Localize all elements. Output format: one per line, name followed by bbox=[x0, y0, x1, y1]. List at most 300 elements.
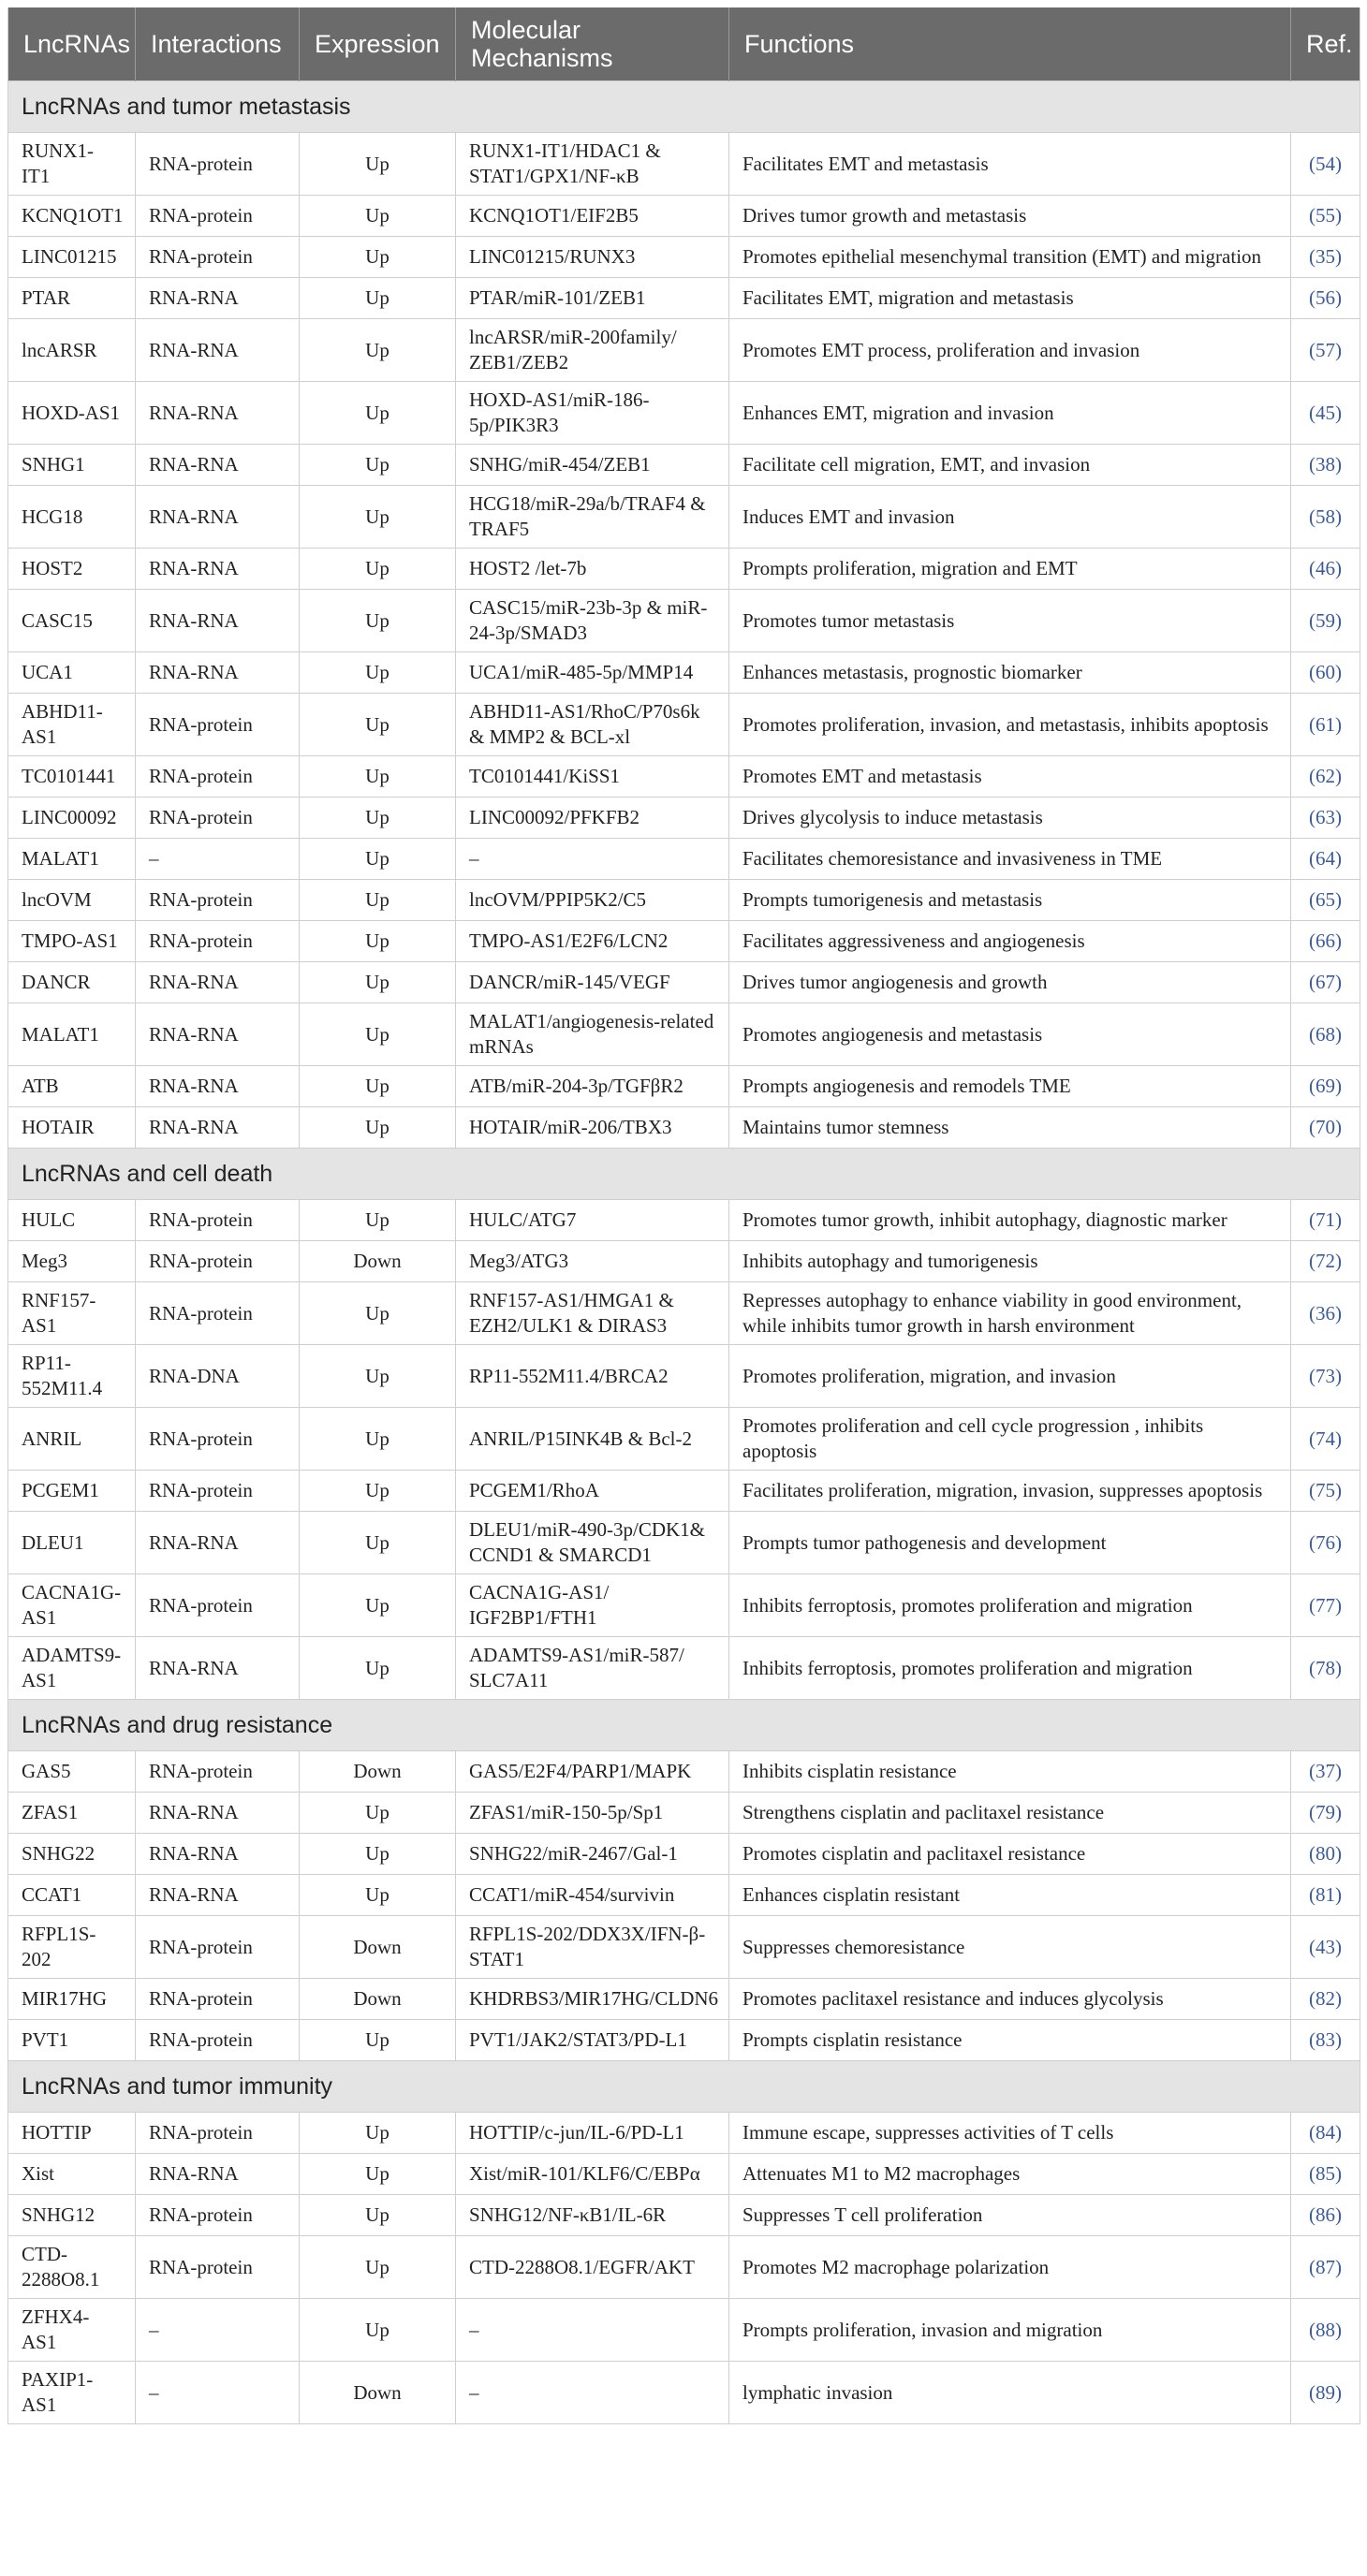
cell-mechanism: HCG18/miR-29a/b/TRAF4 & TRAF5 bbox=[456, 486, 729, 549]
table-row bbox=[8, 1512, 1360, 1574]
cell-lncrna: HOTTIP bbox=[8, 2113, 136, 2154]
cell-function: Enhances cisplatin resistant bbox=[729, 1875, 1291, 1916]
cell-interaction: RNA-protein bbox=[136, 1408, 300, 1471]
cell-function: Promotes proliferation and cell cycle progression , inhibits apoptosis bbox=[729, 1408, 1291, 1471]
cell-lncrna: ZFHX4-AS1 bbox=[8, 2299, 136, 2362]
cell-interaction: RNA-protein bbox=[136, 1282, 300, 1345]
cell-function: Inhibits cisplatin resistance bbox=[729, 1751, 1291, 1793]
cell-mechanism: ATB/miR-204-3p/TGFβR2 bbox=[456, 1066, 729, 1107]
cell-lncrna: ZFAS1 bbox=[8, 1793, 136, 1834]
cell-interaction: RNA-RNA bbox=[136, 1834, 300, 1875]
cell-lncrna: CACNA1G-AS1 bbox=[8, 1574, 136, 1637]
table-row bbox=[8, 1751, 1360, 1793]
cell-mechanism: LINC00092/PFKFB2 bbox=[456, 798, 729, 839]
cell-function: Promotes paclitaxel resistance and induces glycolysis bbox=[729, 1979, 1291, 2020]
cell-function: Inhibits autophagy and tumorigenesis bbox=[729, 1241, 1291, 1282]
cell-ref[interactable]: (72) bbox=[1291, 1241, 1360, 1282]
cell-function: Promotes tumor metastasis bbox=[729, 590, 1291, 652]
cell-lncrna: Meg3 bbox=[8, 1241, 136, 1282]
table-row bbox=[8, 1066, 1360, 1107]
cell-expression: Up bbox=[300, 319, 456, 382]
cell-expression: Up bbox=[300, 2020, 456, 2061]
cell-interaction: RNA-protein bbox=[136, 196, 300, 237]
cell-expression: Down bbox=[300, 2362, 456, 2424]
cell-lncrna: TC0101441 bbox=[8, 756, 136, 798]
cell-expression: Up bbox=[300, 1345, 456, 1408]
cell-expression: Up bbox=[300, 921, 456, 962]
col-header-expression: Expression bbox=[300, 7, 456, 81]
cell-interaction: RNA-protein bbox=[136, 1916, 300, 1979]
table-row bbox=[8, 2195, 1360, 2236]
table-row bbox=[8, 549, 1360, 590]
cell-function: Inhibits ferroptosis, promotes proliferation and migration bbox=[729, 1574, 1291, 1637]
cell-ref[interactable]: (73) bbox=[1291, 1345, 1360, 1408]
cell-ref[interactable]: (64) bbox=[1291, 839, 1360, 880]
table-row bbox=[8, 445, 1360, 486]
cell-lncrna: PTAR bbox=[8, 278, 136, 319]
cell-interaction: RNA-RNA bbox=[136, 1003, 300, 1066]
cell-mechanism: lncOVM/PPIP5K2/C5 bbox=[456, 880, 729, 921]
cell-interaction: RNA-protein bbox=[136, 880, 300, 921]
section-row bbox=[8, 1700, 1360, 1751]
cell-interaction: RNA-RNA bbox=[136, 382, 300, 445]
cell-ref[interactable]: (58) bbox=[1291, 486, 1360, 549]
table-row bbox=[8, 1875, 1360, 1916]
cell-lncrna: ATB bbox=[8, 1066, 136, 1107]
cell-function: Drives tumor growth and metastasis bbox=[729, 196, 1291, 237]
table-row bbox=[8, 1471, 1360, 1512]
cell-mechanism: DANCR/miR-145/VEGF bbox=[456, 962, 729, 1003]
table-row bbox=[8, 1003, 1360, 1066]
cell-lncrna: lncOVM bbox=[8, 880, 136, 921]
cell-mechanism: ADAMTS9-AS1/miR-587/ SLC7A11 bbox=[456, 1637, 729, 1700]
table-row bbox=[8, 1979, 1360, 2020]
cell-interaction: – bbox=[136, 839, 300, 880]
cell-ref[interactable]: (84) bbox=[1291, 2113, 1360, 2154]
cell-expression: Up bbox=[300, 1574, 456, 1637]
cell-lncrna: MIR17HG bbox=[8, 1979, 136, 2020]
cell-function: Inhibits ferroptosis, promotes proliferation and migration bbox=[729, 1637, 1291, 1700]
cell-function: Facilitate cell migration, EMT, and invasion bbox=[729, 445, 1291, 486]
cell-mechanism: PCGEM1/RhoA bbox=[456, 1471, 729, 1512]
cell-interaction: RNA-protein bbox=[136, 1471, 300, 1512]
cell-ref[interactable]: (89) bbox=[1291, 2362, 1360, 2424]
cell-function: Immune escape, suppresses activities of T cells bbox=[729, 2113, 1291, 2154]
cell-mechanism: HOTAIR/miR-206/TBX3 bbox=[456, 1107, 729, 1149]
cell-ref[interactable]: (70) bbox=[1291, 1107, 1360, 1149]
cell-ref[interactable]: (63) bbox=[1291, 798, 1360, 839]
table-row bbox=[8, 756, 1360, 798]
table-row bbox=[8, 196, 1360, 237]
cell-function: Represses autophagy to enhance viability in good environment, while inhibits tumor growth in harsh environment bbox=[729, 1282, 1291, 1345]
cell-expression: Up bbox=[300, 590, 456, 652]
cell-lncrna: ANRIL bbox=[8, 1408, 136, 1471]
cell-mechanism: lncARSR/miR-200family/ ZEB1/ZEB2 bbox=[456, 319, 729, 382]
cell-lncrna: Xist bbox=[8, 2154, 136, 2195]
cell-expression: Up bbox=[300, 549, 456, 590]
table-row bbox=[8, 1408, 1360, 1471]
table-row bbox=[8, 1107, 1360, 1149]
section-title: LncRNAs and cell death bbox=[8, 1149, 1360, 1200]
cell-ref[interactable]: (43) bbox=[1291, 1916, 1360, 1979]
cell-expression: Up bbox=[300, 1107, 456, 1149]
cell-mechanism: PVT1/JAK2/STAT3/PD-L1 bbox=[456, 2020, 729, 2061]
cell-ref[interactable]: (75) bbox=[1291, 1471, 1360, 1512]
cell-expression: Down bbox=[300, 1241, 456, 1282]
cell-ref[interactable]: (74) bbox=[1291, 1408, 1360, 1471]
section-title: LncRNAs and tumor metastasis bbox=[8, 81, 1360, 133]
cell-interaction: RNA-RNA bbox=[136, 486, 300, 549]
cell-function: Enhances metastasis, prognostic biomarker bbox=[729, 652, 1291, 694]
cell-mechanism: SNHG/miR-454/ZEB1 bbox=[456, 445, 729, 486]
cell-ref[interactable]: (69) bbox=[1291, 1066, 1360, 1107]
cell-function: Prompts tumorigenesis and metastasis bbox=[729, 880, 1291, 921]
cell-lncrna: HCG18 bbox=[8, 486, 136, 549]
cell-mechanism: LINC01215/RUNX3 bbox=[456, 237, 729, 278]
cell-interaction: RNA-protein bbox=[136, 1979, 300, 2020]
table-row bbox=[8, 2020, 1360, 2061]
cell-function: Prompts cisplatin resistance bbox=[729, 2020, 1291, 2061]
table-row bbox=[8, 839, 1360, 880]
section-title: LncRNAs and drug resistance bbox=[8, 1700, 1360, 1751]
cell-ref[interactable]: (82) bbox=[1291, 1979, 1360, 2020]
cell-lncrna: DLEU1 bbox=[8, 1512, 136, 1574]
cell-function: Induces EMT and invasion bbox=[729, 486, 1291, 549]
cell-expression: Up bbox=[300, 1875, 456, 1916]
col-header-interactions: Interactions bbox=[136, 7, 300, 81]
cell-ref[interactable]: (83) bbox=[1291, 2020, 1360, 2061]
cell-interaction: RNA-protein bbox=[136, 2113, 300, 2154]
cell-interaction: RNA-RNA bbox=[136, 1875, 300, 1916]
cell-lncrna: LINC00092 bbox=[8, 798, 136, 839]
cell-ref[interactable]: (65) bbox=[1291, 880, 1360, 921]
cell-mechanism: SNHG22/miR-2467/Gal-1 bbox=[456, 1834, 729, 1875]
cell-mechanism: Meg3/ATG3 bbox=[456, 1241, 729, 1282]
col-header-molecular-mechanisms: Molecular Mechanisms bbox=[456, 7, 729, 81]
cell-ref[interactable]: (60) bbox=[1291, 652, 1360, 694]
table-row bbox=[8, 590, 1360, 652]
cell-expression: Up bbox=[300, 2299, 456, 2362]
cell-expression: Up bbox=[300, 1066, 456, 1107]
cell-ref[interactable]: (57) bbox=[1291, 319, 1360, 382]
cell-interaction: RNA-RNA bbox=[136, 590, 300, 652]
cell-interaction: RNA-RNA bbox=[136, 652, 300, 694]
cell-mechanism: MALAT1/angiogenesis-related mRNAs bbox=[456, 1003, 729, 1066]
table-row bbox=[8, 1637, 1360, 1700]
table-row bbox=[8, 133, 1360, 196]
table-header-row bbox=[8, 7, 1360, 81]
cell-ref[interactable]: (36) bbox=[1291, 1282, 1360, 1345]
cell-interaction: RNA-RNA bbox=[136, 1637, 300, 1700]
cell-mechanism: CCAT1/miR-454/survivin bbox=[456, 1875, 729, 1916]
cell-function: Suppresses chemoresistance bbox=[729, 1916, 1291, 1979]
cell-lncrna: CASC15 bbox=[8, 590, 136, 652]
cell-ref[interactable]: (55) bbox=[1291, 196, 1360, 237]
cell-function: Promotes proliferation, invasion, and metastasis, inhibits apoptosis bbox=[729, 694, 1291, 756]
table-row bbox=[8, 962, 1360, 1003]
cell-lncrna: CTD-2288O8.1 bbox=[8, 2236, 136, 2299]
cell-lncrna: DANCR bbox=[8, 962, 136, 1003]
cell-expression: Down bbox=[300, 1916, 456, 1979]
cell-lncrna: ADAMTS9-AS1 bbox=[8, 1637, 136, 1700]
cell-ref[interactable]: (87) bbox=[1291, 2236, 1360, 2299]
table-container bbox=[7, 7, 1360, 2424]
cell-function: Facilitates EMT and metastasis bbox=[729, 133, 1291, 196]
cell-interaction: RNA-protein bbox=[136, 798, 300, 839]
cell-ref[interactable]: (38) bbox=[1291, 445, 1360, 486]
table-row bbox=[8, 694, 1360, 756]
table-row bbox=[8, 319, 1360, 382]
cell-mechanism: KHDRBS3/MIR17HG/CLDN6 bbox=[456, 1979, 729, 2020]
cell-function: Prompts tumor pathogenesis and development bbox=[729, 1512, 1291, 1574]
cell-expression: Up bbox=[300, 2236, 456, 2299]
cell-ref[interactable]: (35) bbox=[1291, 237, 1360, 278]
cell-lncrna: PVT1 bbox=[8, 2020, 136, 2061]
cell-expression: Up bbox=[300, 1512, 456, 1574]
cell-ref[interactable]: (46) bbox=[1291, 549, 1360, 590]
cell-interaction: RNA-protein bbox=[136, 1241, 300, 1282]
cell-lncrna: TMPO-AS1 bbox=[8, 921, 136, 962]
cell-interaction: RNA-DNA bbox=[136, 1345, 300, 1408]
table-row bbox=[8, 1345, 1360, 1408]
cell-expression: Up bbox=[300, 445, 456, 486]
cell-ref[interactable]: (54) bbox=[1291, 133, 1360, 196]
table-row bbox=[8, 278, 1360, 319]
cell-function: Promotes cisplatin and paclitaxel resistance bbox=[729, 1834, 1291, 1875]
col-header-functions: Functions bbox=[729, 7, 1291, 81]
table-body bbox=[8, 81, 1360, 2424]
cell-function: Maintains tumor stemness bbox=[729, 1107, 1291, 1149]
cell-mechanism: HOXD-AS1/miR-186-5p/PIK3R3 bbox=[456, 382, 729, 445]
cell-lncrna: ABHD11-AS1 bbox=[8, 694, 136, 756]
cell-expression: Up bbox=[300, 2113, 456, 2154]
cell-lncrna: HOTAIR bbox=[8, 1107, 136, 1149]
cell-interaction: RNA-RNA bbox=[136, 549, 300, 590]
cell-function: Facilitates aggressiveness and angiogenesis bbox=[729, 921, 1291, 962]
cell-interaction: RNA-protein bbox=[136, 1751, 300, 1793]
cell-expression: Up bbox=[300, 1793, 456, 1834]
cell-mechanism: CTD-2288O8.1/EGFR/AKT bbox=[456, 2236, 729, 2299]
table-row bbox=[8, 2362, 1360, 2424]
cell-interaction: RNA-protein bbox=[136, 756, 300, 798]
cell-function: Promotes epithelial mesenchymal transition (EMT) and migration bbox=[729, 237, 1291, 278]
cell-interaction: RNA-RNA bbox=[136, 962, 300, 1003]
cell-mechanism: – bbox=[456, 2362, 729, 2424]
section-row bbox=[8, 1149, 1360, 1200]
cell-function: Facilitates chemoresistance and invasiveness in TME bbox=[729, 839, 1291, 880]
cell-interaction: RNA-RNA bbox=[136, 2154, 300, 2195]
cell-expression: Up bbox=[300, 694, 456, 756]
cell-mechanism: ZFAS1/miR-150-5p/Sp1 bbox=[456, 1793, 729, 1834]
cell-mechanism: – bbox=[456, 839, 729, 880]
cell-ref[interactable]: (59) bbox=[1291, 590, 1360, 652]
cell-lncrna: PCGEM1 bbox=[8, 1471, 136, 1512]
lncrna-table bbox=[7, 7, 1360, 2424]
cell-interaction: RNA-RNA bbox=[136, 1793, 300, 1834]
table-row bbox=[8, 237, 1360, 278]
cell-expression: Down bbox=[300, 1979, 456, 2020]
cell-mechanism: ABHD11-AS1/RhoC/P70s6k & MMP2 & BCL-xl bbox=[456, 694, 729, 756]
cell-ref[interactable]: (76) bbox=[1291, 1512, 1360, 1574]
cell-mechanism: RP11-552M11.4/BRCA2 bbox=[456, 1345, 729, 1408]
cell-lncrna: HULC bbox=[8, 1200, 136, 1241]
cell-mechanism: SNHG12/NF-κB1/IL-6R bbox=[456, 2195, 729, 2236]
cell-ref[interactable]: (37) bbox=[1291, 1751, 1360, 1793]
cell-ref[interactable]: (77) bbox=[1291, 1574, 1360, 1637]
cell-lncrna: KCNQ1OT1 bbox=[8, 196, 136, 237]
cell-interaction: RNA-RNA bbox=[136, 278, 300, 319]
cell-lncrna: HOST2 bbox=[8, 549, 136, 590]
table-row bbox=[8, 880, 1360, 921]
cell-expression: Up bbox=[300, 237, 456, 278]
cell-function: Suppresses T cell proliferation bbox=[729, 2195, 1291, 2236]
cell-interaction: RNA-protein bbox=[136, 1200, 300, 1241]
cell-function: Enhances EMT, migration and invasion bbox=[729, 382, 1291, 445]
cell-lncrna: GAS5 bbox=[8, 1751, 136, 1793]
cell-ref[interactable]: (71) bbox=[1291, 1200, 1360, 1241]
cell-mechanism: CACNA1G-AS1/ IGF2BP1/FTH1 bbox=[456, 1574, 729, 1637]
cell-interaction: RNA-protein bbox=[136, 694, 300, 756]
cell-expression: Up bbox=[300, 962, 456, 1003]
cell-interaction: – bbox=[136, 2299, 300, 2362]
cell-expression: Up bbox=[300, 133, 456, 196]
cell-mechanism: RNF157-AS1/HMGA1 & EZH2/ULK1 & DIRAS3 bbox=[456, 1282, 729, 1345]
cell-mechanism: RFPL1S-202/DDX3X/IFN-β-STAT1 bbox=[456, 1916, 729, 1979]
table-row bbox=[8, 2299, 1360, 2362]
cell-lncrna: RNF157-AS1 bbox=[8, 1282, 136, 1345]
table-row bbox=[8, 652, 1360, 694]
cell-expression: Up bbox=[300, 839, 456, 880]
cell-interaction: RNA-protein bbox=[136, 1574, 300, 1637]
table-row bbox=[8, 1241, 1360, 1282]
cell-lncrna: RFPL1S-202 bbox=[8, 1916, 136, 1979]
table-row bbox=[8, 2113, 1360, 2154]
cell-function: Promotes EMT and metastasis bbox=[729, 756, 1291, 798]
cell-interaction: RNA-protein bbox=[136, 133, 300, 196]
cell-ref[interactable]: (62) bbox=[1291, 756, 1360, 798]
cell-mechanism: HULC/ATG7 bbox=[456, 1200, 729, 1241]
cell-function: Prompts proliferation, invasion and migration bbox=[729, 2299, 1291, 2362]
table-row bbox=[8, 382, 1360, 445]
cell-expression: Up bbox=[300, 880, 456, 921]
cell-lncrna: SNHG22 bbox=[8, 1834, 136, 1875]
table-row bbox=[8, 1916, 1360, 1979]
cell-mechanism: GAS5/E2F4/PARP1/MAPK bbox=[456, 1751, 729, 1793]
cell-interaction: – bbox=[136, 2362, 300, 2424]
cell-ref[interactable]: (67) bbox=[1291, 962, 1360, 1003]
cell-function: Promotes M2 macrophage polarization bbox=[729, 2236, 1291, 2299]
table-row bbox=[8, 486, 1360, 549]
cell-lncrna: LINC01215 bbox=[8, 237, 136, 278]
section-title: LncRNAs and tumor immunity bbox=[8, 2061, 1360, 2113]
cell-ref[interactable]: (79) bbox=[1291, 1793, 1360, 1834]
cell-ref[interactable]: (85) bbox=[1291, 2154, 1360, 2195]
cell-expression: Up bbox=[300, 382, 456, 445]
cell-lncrna: MALAT1 bbox=[8, 1003, 136, 1066]
cell-expression: Up bbox=[300, 486, 456, 549]
cell-lncrna: RP11-552M11.4 bbox=[8, 1345, 136, 1408]
cell-expression: Up bbox=[300, 1003, 456, 1066]
cell-interaction: RNA-RNA bbox=[136, 1512, 300, 1574]
cell-ref[interactable]: (45) bbox=[1291, 382, 1360, 445]
cell-ref[interactable]: (56) bbox=[1291, 278, 1360, 319]
cell-ref[interactable]: (68) bbox=[1291, 1003, 1360, 1066]
cell-interaction: RNA-protein bbox=[136, 2020, 300, 2061]
cell-interaction: RNA-protein bbox=[136, 2195, 300, 2236]
table-row bbox=[8, 2236, 1360, 2299]
cell-mechanism: Xist/miR-101/KLF6/C/EBPα bbox=[456, 2154, 729, 2195]
cell-ref[interactable]: (88) bbox=[1291, 2299, 1360, 2362]
table-row bbox=[8, 921, 1360, 962]
cell-expression: Up bbox=[300, 278, 456, 319]
cell-expression: Up bbox=[300, 756, 456, 798]
cell-mechanism: PTAR/miR-101/ZEB1 bbox=[456, 278, 729, 319]
cell-function: Promotes proliferation, migration, and invasion bbox=[729, 1345, 1291, 1408]
cell-function: Promotes angiogenesis and metastasis bbox=[729, 1003, 1291, 1066]
table-row bbox=[8, 1834, 1360, 1875]
cell-ref[interactable]: (78) bbox=[1291, 1637, 1360, 1700]
section-row bbox=[8, 2061, 1360, 2113]
cell-expression: Up bbox=[300, 1637, 456, 1700]
cell-lncrna: PAXIP1-AS1 bbox=[8, 2362, 136, 2424]
table-row bbox=[8, 1574, 1360, 1637]
cell-ref[interactable]: (66) bbox=[1291, 921, 1360, 962]
cell-function: lymphatic invasion bbox=[729, 2362, 1291, 2424]
cell-interaction: RNA-protein bbox=[136, 2236, 300, 2299]
cell-lncrna: SNHG1 bbox=[8, 445, 136, 486]
cell-mechanism: HOST2 /let-7b bbox=[456, 549, 729, 590]
cell-lncrna: CCAT1 bbox=[8, 1875, 136, 1916]
cell-function: Drives glycolysis to induce metastasis bbox=[729, 798, 1291, 839]
cell-expression: Up bbox=[300, 1834, 456, 1875]
cell-mechanism: HOTTIP/c-jun/IL-6/PD-L1 bbox=[456, 2113, 729, 2154]
cell-interaction: RNA-RNA bbox=[136, 1066, 300, 1107]
cell-interaction: RNA-RNA bbox=[136, 319, 300, 382]
cell-mechanism: KCNQ1OT1/EIF2B5 bbox=[456, 196, 729, 237]
col-header-lncrnas: LncRNAs bbox=[8, 7, 136, 81]
table-row bbox=[8, 1793, 1360, 1834]
cell-function: Attenuates M1 to M2 macrophages bbox=[729, 2154, 1291, 2195]
cell-ref[interactable]: (80) bbox=[1291, 1834, 1360, 1875]
cell-expression: Up bbox=[300, 798, 456, 839]
cell-mechanism: CASC15/miR-23b-3p & miR-24-3p/SMAD3 bbox=[456, 590, 729, 652]
cell-ref[interactable]: (81) bbox=[1291, 1875, 1360, 1916]
cell-lncrna: MALAT1 bbox=[8, 839, 136, 880]
cell-interaction: RNA-RNA bbox=[136, 445, 300, 486]
table-row bbox=[8, 1200, 1360, 1241]
cell-function: Prompts angiogenesis and remodels TME bbox=[729, 1066, 1291, 1107]
cell-lncrna: HOXD-AS1 bbox=[8, 382, 136, 445]
cell-interaction: RNA-protein bbox=[136, 237, 300, 278]
table-row bbox=[8, 798, 1360, 839]
cell-function: Drives tumor angiogenesis and growth bbox=[729, 962, 1291, 1003]
cell-ref[interactable]: (86) bbox=[1291, 2195, 1360, 2236]
cell-interaction: RNA-RNA bbox=[136, 1107, 300, 1149]
cell-mechanism: DLEU1/miR-490-3p/CDK1& CCND1 & SMARCD1 bbox=[456, 1512, 729, 1574]
cell-mechanism: RUNX1-IT1/HDAC1 & STAT1/GPX1/NF-κB bbox=[456, 133, 729, 196]
section-row bbox=[8, 81, 1360, 133]
cell-lncrna: UCA1 bbox=[8, 652, 136, 694]
cell-mechanism: UCA1/miR-485-5p/MMP14 bbox=[456, 652, 729, 694]
cell-lncrna: SNHG12 bbox=[8, 2195, 136, 2236]
cell-mechanism: TC0101441/KiSS1 bbox=[456, 756, 729, 798]
cell-mechanism: – bbox=[456, 2299, 729, 2362]
cell-expression: Up bbox=[300, 652, 456, 694]
cell-mechanism: TMPO-AS1/E2F6/LCN2 bbox=[456, 921, 729, 962]
table-row bbox=[8, 1282, 1360, 1345]
cell-ref[interactable]: (61) bbox=[1291, 694, 1360, 756]
cell-lncrna: lncARSR bbox=[8, 319, 136, 382]
